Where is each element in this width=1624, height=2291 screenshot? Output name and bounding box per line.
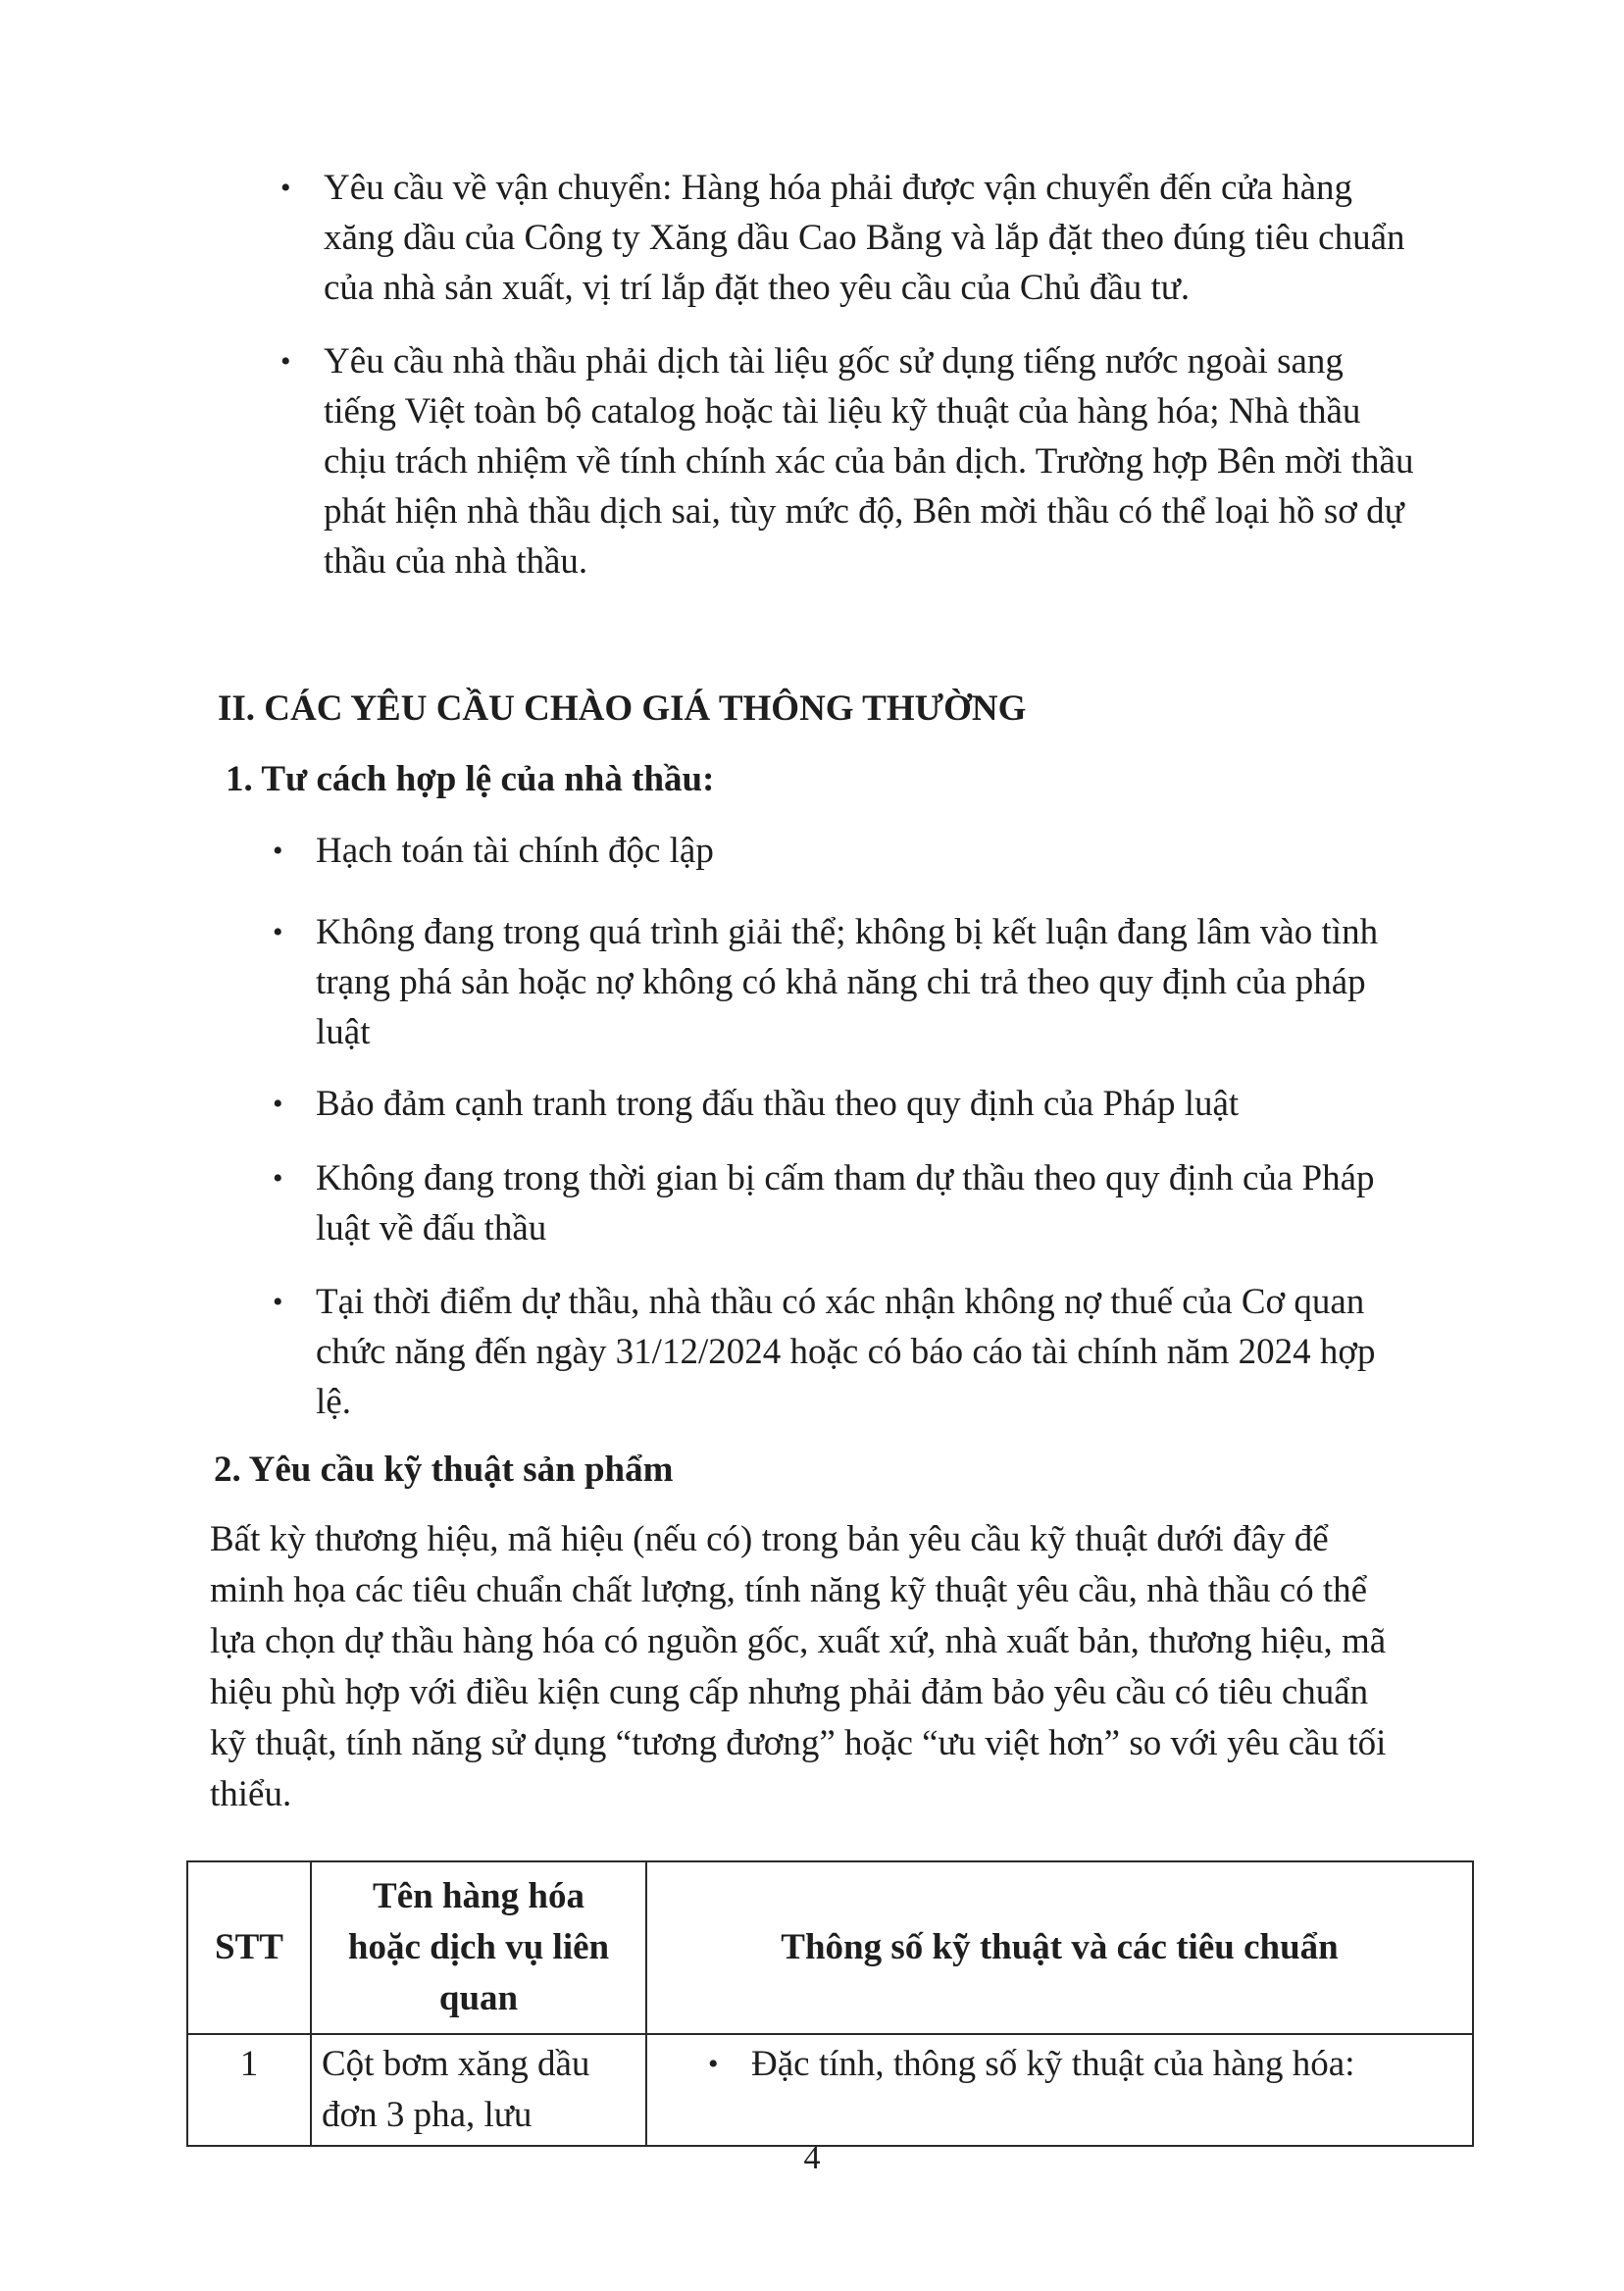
line: kỹ thuật, tính năng sử dụng “tương đương” hoặc “ưu việt hơn” so với yêu cầu tối: [210, 1723, 1387, 1763]
header-item-name: [311, 1861, 646, 2034]
line: Không đang trong quá trình giải thể; không bị kết luận đang lâm vào tình: [316, 912, 1379, 952]
header-line: quan: [438, 1978, 519, 2018]
bullet-icon: •: [280, 172, 291, 204]
line: chịu trách nhiệm về tính chính xác của bản dịch. Trường hợp Bên mời thầu: [324, 441, 1414, 482]
line: tiếng Việt toàn bộ catalog hoặc tài liệu kỹ thuật của hàng hóa; Nhà thầu: [324, 391, 1361, 432]
line: Tại thời điểm dự thầu, nhà thầu có xác nhận không nợ thuế của Cơ quan: [316, 1282, 1365, 1322]
header-spec: Thông số kỹ thuật và các tiêu chuẩn: [646, 1861, 1473, 2034]
line: chức năng đến ngày 31/12/2024 hoặc có báo cáo tài chính năm 2024 hợp: [316, 1332, 1376, 1372]
cell-line: Cột bơm xăng dầu: [322, 2044, 590, 2084]
line: Yêu cầu nhà thầu phải dịch tài liệu gốc sử dụng tiếng nước ngoài sang: [324, 341, 1344, 382]
list-item: [657, 2039, 1462, 2090]
bullet-icon: •: [273, 835, 283, 867]
cell-item-name: [311, 2034, 646, 2146]
list-item: [273, 1277, 1471, 1427]
section-heading: II. CÁC YÊU CẦU CHÀO GIÁ THÔNG THƯỜNG: [218, 688, 1027, 729]
cell-text: Đặc tính, thông số kỹ thuật của hàng hóa:: [751, 2044, 1355, 2084]
line: lệ.: [316, 1382, 351, 1422]
spec-table: [186, 1860, 1474, 2147]
bullet-icon: •: [273, 1162, 283, 1195]
list-item: [273, 1153, 1471, 1253]
line: lựa chọn dự thầu hàng hóa có nguồn gốc, xuất xứ, nhà xuất bản, thương hiệu, mã: [210, 1621, 1387, 1661]
table-header-row: [187, 1861, 1473, 2034]
line: minh họa các tiêu chuẩn chất lượng, tính năng kỹ thuật yêu cầu, nhà thầu có thể: [210, 1570, 1368, 1610]
line: luật về đấu thầu: [316, 1208, 547, 1248]
line: của nhà sản xuất, vị trí lắp đặt theo yêu cầu của Chủ đầu tư.: [324, 268, 1191, 308]
header-stt: STT: [187, 1861, 311, 2034]
list-item: [273, 826, 1471, 876]
line: xăng dầu của Công ty Xăng dầu Cao Bằng và lắp đặt theo đúng tiêu chuẩn: [324, 218, 1405, 258]
line: thầu của nhà thầu.: [324, 541, 588, 582]
list-item: [280, 336, 1479, 586]
paragraph: [210, 1514, 1477, 1820]
line: hiệu phù hợp với điều kiện cung cấp nhưng phải đảm bảo yêu cầu có tiêu chuẩn: [210, 1672, 1369, 1712]
cell-line: đơn 3 pha, lưu: [322, 2095, 533, 2135]
list-item: [273, 1079, 1471, 1129]
line: Hạch toán tài chính độc lập: [316, 831, 714, 871]
subsection-heading: 2. Yêu cầu kỹ thuật sản phẩm: [214, 1450, 674, 1490]
list-item: [273, 907, 1471, 1057]
table-row: [187, 2034, 1473, 2146]
line: thiểu.: [210, 1774, 292, 1814]
line: Bất kỳ thương hiệu, mã hiệu (nếu có) trong bản yêu cầu kỹ thuật dưới đây để: [210, 1519, 1329, 1559]
bullet-icon: •: [280, 345, 291, 378]
line: Bảo đảm cạnh tranh trong đấu thầu theo quy định của Pháp luật: [316, 1084, 1240, 1124]
cell-spec: [646, 2034, 1473, 2146]
line: Không đang trong thời gian bị cấm tham dự thầu theo quy định của Pháp: [316, 1158, 1375, 1198]
header-line: hoặc dịch vụ liên: [347, 1927, 610, 1967]
line: phát hiện nhà thầu dịch sai, tùy mức độ, Bên mời thầu có thể loại hồ sơ dự: [324, 491, 1404, 532]
list-item: [280, 163, 1479, 313]
cell-stt: 1: [187, 2034, 311, 2146]
page-number: 4: [803, 2140, 821, 2176]
line: trạng phá sản hoặc nợ không có khả năng chi trả theo quy định của pháp: [316, 962, 1366, 1002]
bullet-icon: •: [273, 1088, 283, 1120]
subsection-heading: 1. Tư cách hợp lệ của nhà thầu:: [226, 759, 715, 799]
line: luật: [316, 1012, 371, 1052]
bullet-icon: •: [708, 2048, 719, 2080]
line: Yêu cầu về vận chuyển: Hàng hóa phải được vận chuyển đến cửa hàng: [324, 168, 1353, 208]
bullet-icon: •: [273, 1286, 283, 1318]
header-line: Tên hàng hóa: [373, 1876, 584, 1916]
bullet-icon: •: [273, 916, 283, 948]
